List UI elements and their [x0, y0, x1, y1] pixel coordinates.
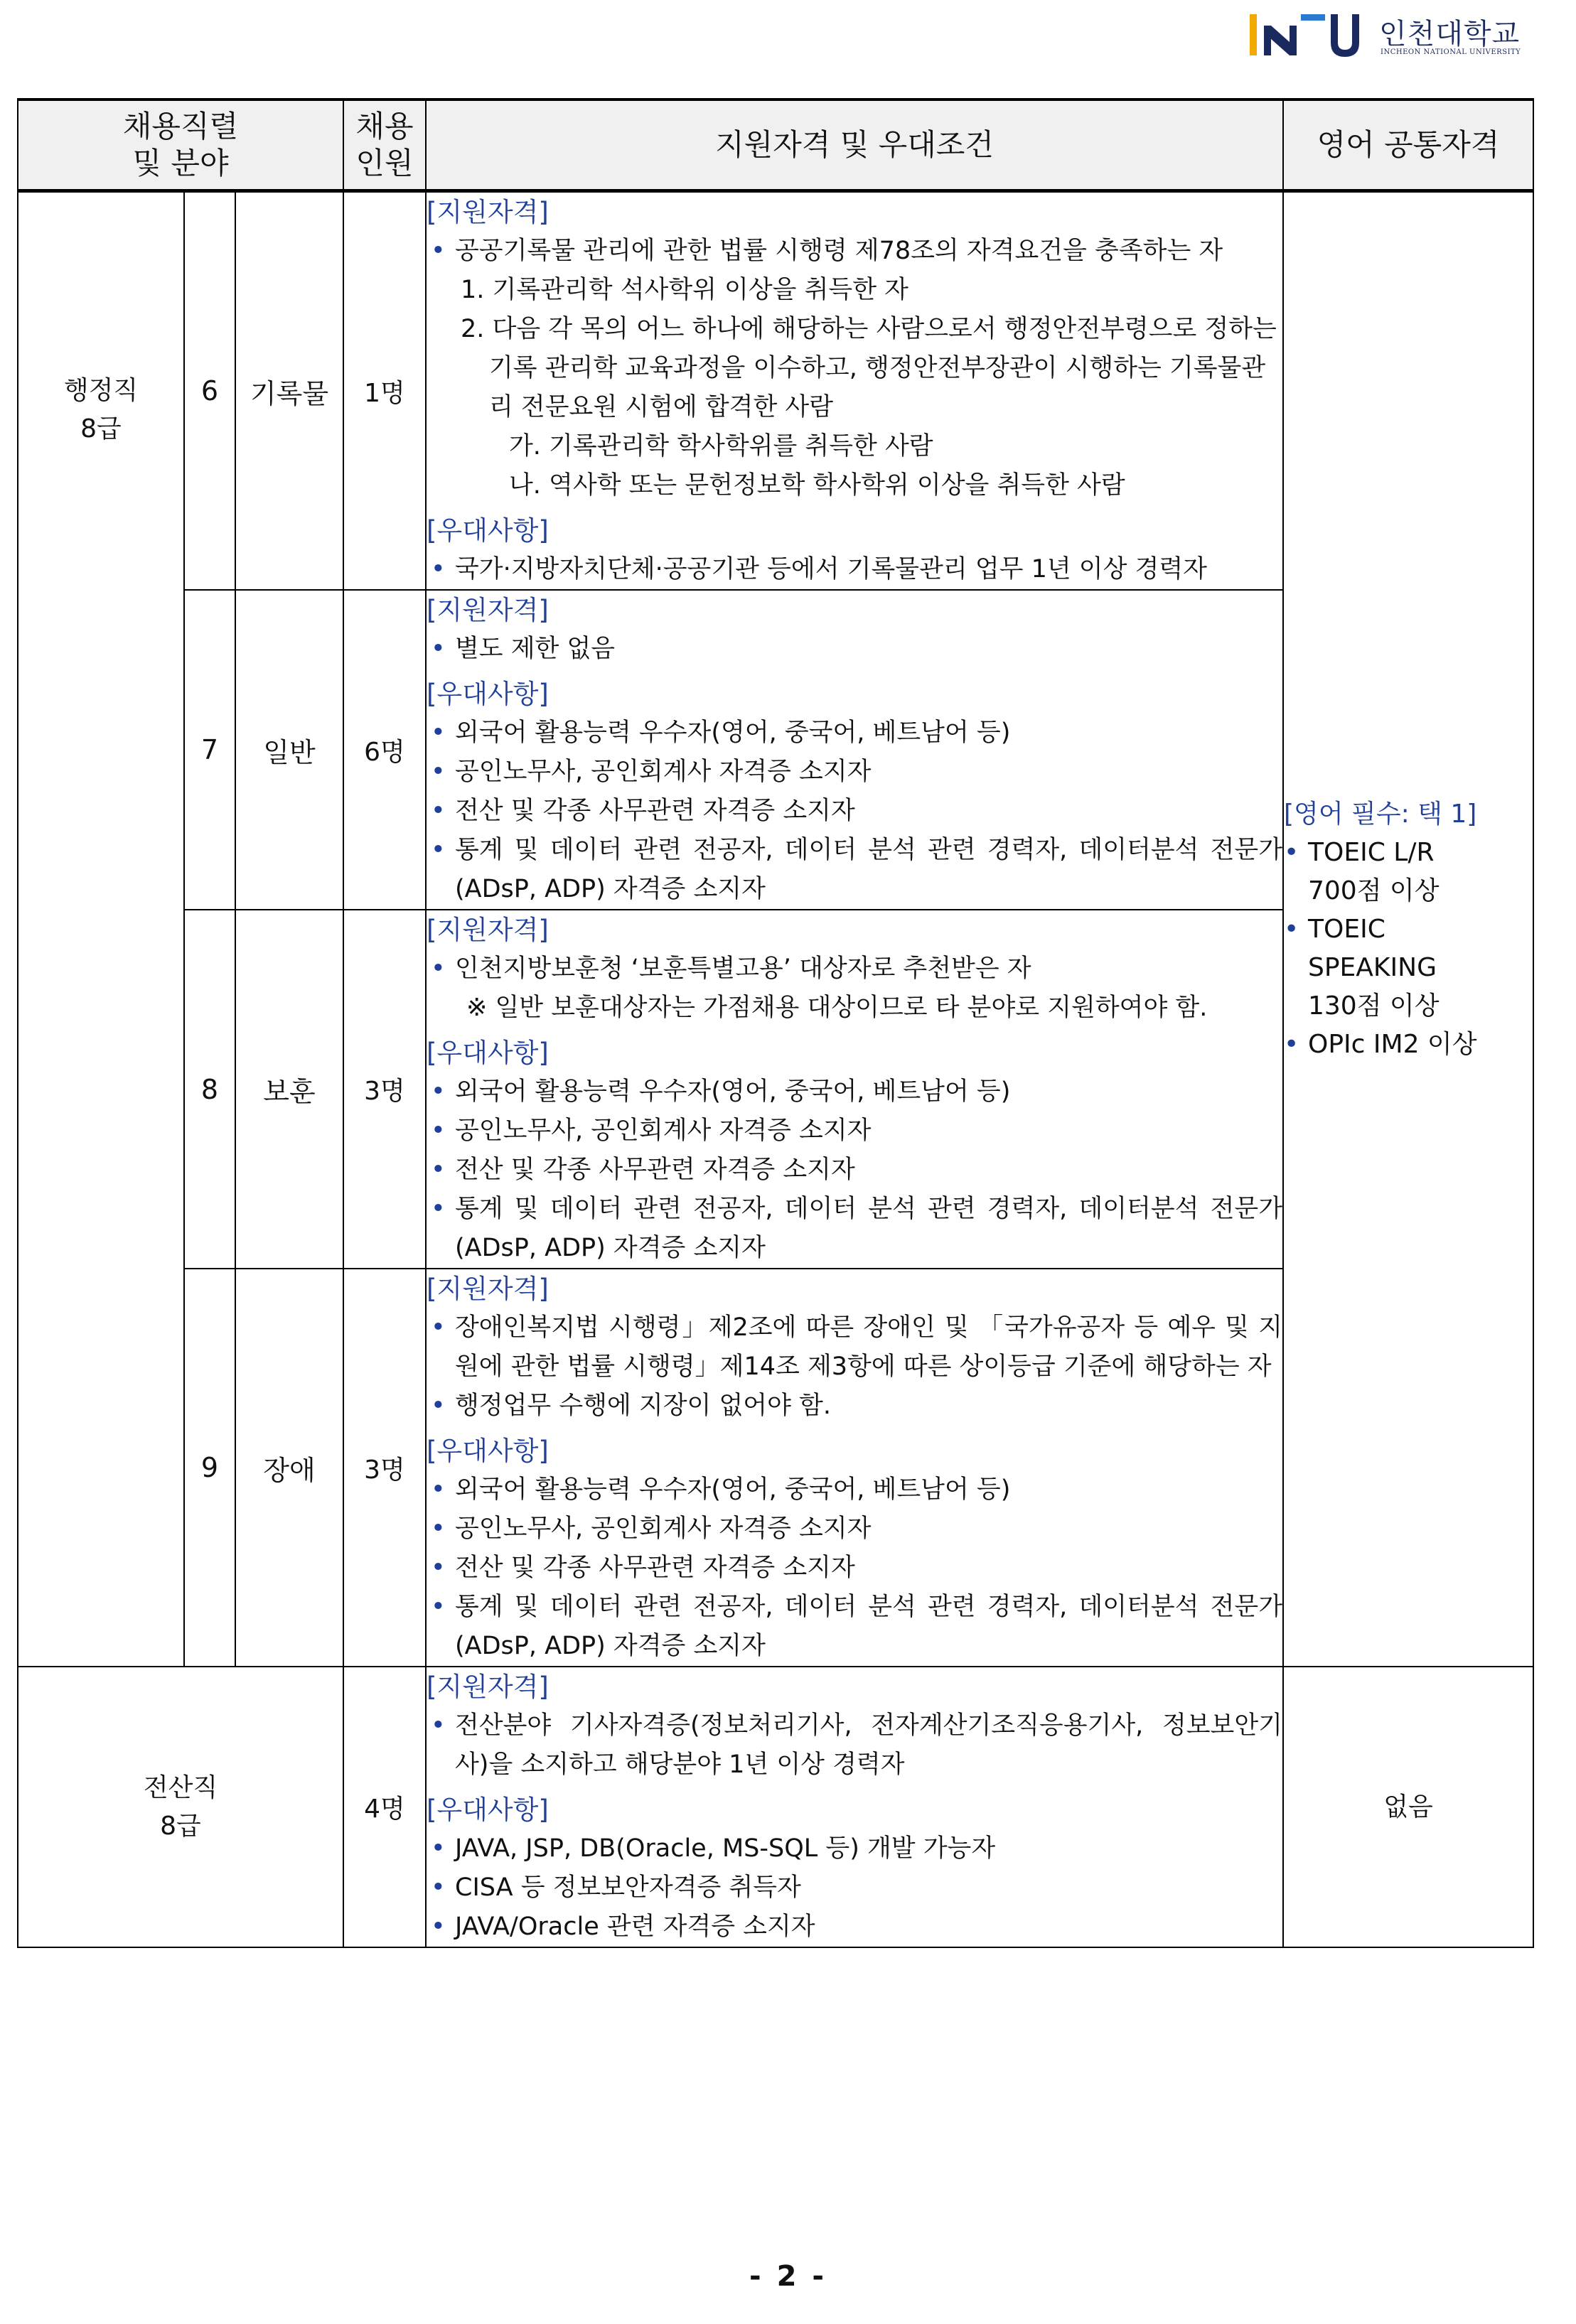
bullet-icon: •: [431, 719, 446, 747]
english-requirements: [1283, 191, 1533, 1667]
bullet-icon: •: [431, 237, 446, 265]
category-admin: 행정직 8급: [18, 191, 184, 1667]
list-item: • 공인노무사, 공인회계사 자격증 소지자: [427, 1510, 1282, 1549]
row-number: 9: [184, 1269, 235, 1667]
qualifications-cell: [426, 590, 1283, 910]
qualifications-cell: [426, 191, 1283, 591]
sub-item: 2. 다음 각 목의 어느 하나에 해당하는 사람으로서 행정안전부령으로 정하는 기록 관리학 교육과정을 이수하고, 행정안전부장관이 시행하는 기록물관리 전문요원 시험에 합격한 사람: [461, 315, 1277, 421]
list-item: • 전산 및 각종 사무관련 자격증 소지자: [427, 792, 1282, 831]
bullet-icon: •: [1284, 1029, 1299, 1059]
field-name: 기록물: [235, 191, 343, 591]
bullet-icon: •: [431, 1195, 446, 1223]
recruitment-table: [17, 98, 1534, 1948]
bullet-icon: •: [1284, 914, 1299, 944]
bullet-icon: •: [431, 1313, 446, 1342]
list-item: • 외국어 활용능력 우수자(영어, 중국어, 베트남어 등): [427, 714, 1282, 753]
list-item: • 외국어 활용능력 우수자(영어, 중국어, 베트남어 등): [427, 1072, 1282, 1112]
field-name: 일반: [235, 590, 343, 910]
bullet-icon: •: [431, 1515, 446, 1543]
headcount: 6명: [343, 590, 426, 910]
row-number: 8: [184, 910, 235, 1269]
bullet-icon: •: [431, 635, 446, 663]
bullet-icon: •: [431, 1913, 446, 1941]
section-heading: [우대사항]: [427, 1436, 549, 1466]
list-item: • 별도 제한 없음: [427, 630, 1282, 669]
list-item: • JAVA, JSP, DB(Oracle, MS-SQL 등) 개발 가능자: [427, 1829, 1282, 1868]
section-heading: [지원자격]: [427, 1274, 549, 1304]
logo-text-english: INCHEON NATIONAL UNIVERSITY: [1381, 48, 1521, 56]
table-header-row: [18, 99, 1533, 191]
bullet-icon: •: [431, 1593, 446, 1621]
logo-text-korean: 인천대학교: [1379, 18, 1521, 50]
list-item: • 전산 및 각종 사무관련 자격증 소지자: [427, 1549, 1282, 1588]
bullet-icon: •: [431, 1077, 446, 1106]
bullet-icon: •: [431, 954, 446, 983]
column-header-headcount: 채용 인원: [343, 99, 426, 191]
headcount: 4명: [343, 1667, 426, 1947]
list-item: • 행정업무 수행에 지장이 없어야 함.: [427, 1387, 1282, 1426]
section-heading: [우대사항]: [427, 1038, 549, 1068]
section-heading: [우대사항]: [427, 1795, 549, 1825]
section-heading: [지원자격]: [427, 595, 549, 625]
list-item: • JAVA/Oracle 관련 자격증 소지자: [427, 1908, 1282, 1947]
headcount: 3명: [343, 1269, 426, 1667]
list-item: • CISA 등 정보보안자격증 취득자: [427, 1868, 1282, 1908]
bullet-icon: •: [431, 1711, 446, 1740]
list-item: • 전산분야 기사자격증(정보처리기사, 전자계산기조직응용기사, 정보보안기사)을 소지하고 해당분야 1년 이상 경력자: [427, 1706, 1282, 1785]
list-item: • 통계 및 데이터 관련 전공자, 데이터 분석 관련 경력자, 데이터분석 전문가(ADsP, ADP) 자격증 소지자: [427, 1190, 1282, 1268]
row-number: 7: [184, 590, 235, 910]
column-header-english: 영어 공통자격: [1283, 99, 1533, 191]
bullet-icon: •: [431, 1156, 446, 1184]
qualifications-cell: [426, 910, 1283, 1269]
bullet-icon: •: [431, 758, 446, 786]
bullet-icon: •: [431, 1873, 446, 1902]
category-it: 전산직 8급: [18, 1667, 343, 1947]
qualifications-cell: [426, 1667, 1283, 1947]
sub-item: 1. 기록관리학 석사학위 이상을 취득한 자: [461, 276, 908, 304]
list-item: • 국가·지방자치단체·공공기관 등에서 기록물관리 업무 1년 이상 경력자: [427, 550, 1282, 589]
list-item: • 공공기록물 관리에 관한 법률 시행령 제78조의 자격요건을 충족하는 자: [427, 232, 1282, 271]
note-text: ※ 일반 보훈대상자는 가점채용 대상이므로 타 분야로 지원하여야 함.: [466, 994, 1208, 1022]
sub-sub-item: 가. 기록관리학 학사학위를 취득한 사람: [509, 432, 933, 461]
table-row-records: [18, 191, 1533, 591]
bullet-icon: •: [431, 1554, 446, 1582]
list-item: • 인천지방보훈청 ‘보훈특별고용’ 대상자로 추천받은 자: [427, 949, 1282, 989]
bullet-icon: •: [1284, 837, 1299, 867]
section-heading: [지원자격]: [427, 197, 549, 227]
list-item: • 공인노무사, 공인회계사 자격증 소지자: [427, 1112, 1282, 1151]
list-item: • OPIc IM2 이상: [1284, 1026, 1533, 1064]
inu-logo-icon: [1244, 10, 1372, 60]
list-item: • TOEIC SPEAKING 130점 이상: [1284, 910, 1533, 1026]
bullet-icon: •: [431, 555, 446, 583]
list-item: • 통계 및 데이터 관련 전공자, 데이터 분석 관련 경력자, 데이터분석 전문가(ADsP, ADP) 자격증 소지자: [427, 831, 1282, 909]
list-item: • TOEIC L/R 700점 이상: [1284, 834, 1533, 910]
list-item: • 공인노무사, 공인회계사 자격증 소지자: [427, 753, 1282, 792]
english-heading: [영어 필수: 택 1]: [1284, 799, 1477, 829]
headcount: 3명: [343, 910, 426, 1269]
table-row-it: [18, 1667, 1533, 1947]
field-name: 보훈: [235, 910, 343, 1269]
list-item: • 전산 및 각종 사무관련 자격증 소지자: [427, 1151, 1282, 1190]
page-number: - 2 -: [749, 2260, 827, 2293]
section-heading: [지원자격]: [427, 1672, 549, 1702]
list-item: • 외국어 활용능력 우수자(영어, 중국어, 베트남어 등): [427, 1470, 1282, 1510]
bullet-icon: •: [431, 1392, 446, 1420]
bullet-icon: •: [431, 1117, 446, 1145]
bullet-icon: •: [431, 1834, 446, 1863]
section-heading: [우대사항]: [427, 679, 549, 709]
list-item: • 장애인복지법 시행령」제2조에 따른 장애인 및 「국가유공자 등 예우 및 지원에 관한 법률 시행령」제14조 제3항에 따른 상이등급 기준에 해당하는 자: [427, 1308, 1282, 1387]
sub-sub-item: 나. 역사학 또는 문헌정보학 학사학위 이상을 취득한 사람: [509, 471, 1125, 500]
column-header-category: 채용직렬 및 분야: [18, 99, 343, 191]
section-heading: [우대사항]: [427, 515, 549, 546]
list-item: • 통계 및 데이터 관련 전공자, 데이터 분석 관련 경력자, 데이터분석 전문가(ADsP, ADP) 자격증 소지자: [427, 1588, 1282, 1666]
university-logo: [1244, 10, 1535, 60]
bullet-icon: •: [431, 836, 446, 864]
qualifications-cell: [426, 1269, 1283, 1667]
field-name: 장애: [235, 1269, 343, 1667]
section-heading: [지원자격]: [427, 915, 549, 945]
row-number: 6: [184, 191, 235, 591]
bullet-icon: •: [431, 797, 446, 825]
headcount: 1명: [343, 191, 426, 591]
column-header-qualifications: 지원자격 및 우대조건: [426, 99, 1283, 191]
english-requirements: 없음: [1283, 1667, 1533, 1947]
bullet-icon: •: [431, 1475, 446, 1504]
